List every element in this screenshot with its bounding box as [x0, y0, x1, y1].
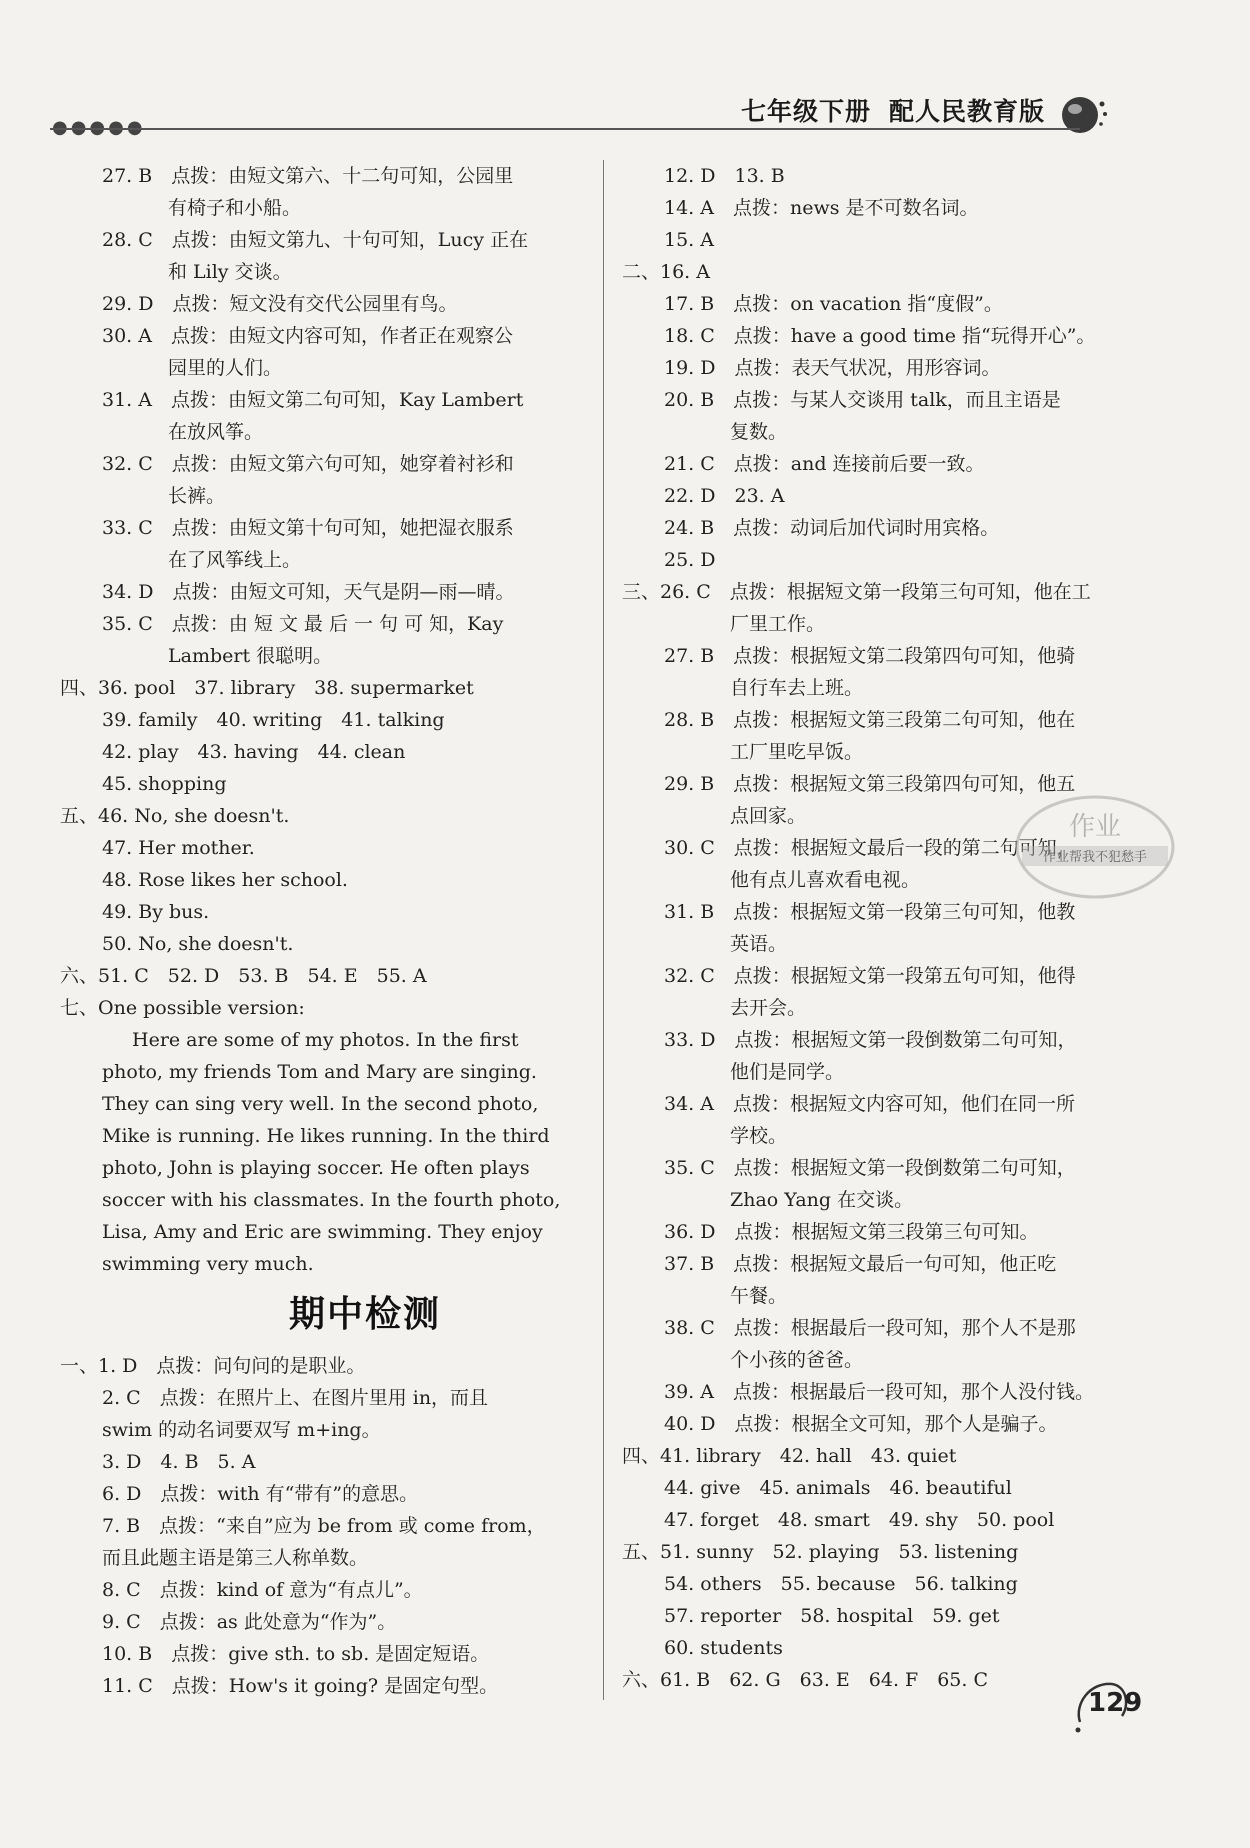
answer-line: 四、36. pool 37. library 38. supermarket	[60, 677, 474, 699]
answer-line: Mike is running. He likes running. In the third	[102, 1125, 550, 1147]
answer-line: 三、26. C 点拨：根据短文第一段第三句可知，他在工	[622, 581, 1091, 603]
answer-line: 29. D 点拨：短文没有交代公园里有鸟。	[102, 293, 458, 315]
answer-line: 17. B 点拨：on vacation 指“度假”。	[664, 293, 1003, 315]
answer-line: 六、51. C 52. D 53. B 54. E 55. A	[60, 965, 427, 987]
header-edition: 配人民教育版	[888, 97, 1045, 126]
answer-line: 在了风筝线上。	[168, 549, 302, 571]
answer-line: 25. D	[664, 549, 716, 571]
answer-line: 2. C 点拨：在照片上、在图片里用 in，而且	[102, 1387, 489, 1409]
answer-line: 11. C 点拨：How's it going? 是固定句型。	[102, 1675, 499, 1697]
answer-line: 47. forget 48. smart 49. shy 50. pool	[664, 1509, 1055, 1531]
answer-line: 47. Her mother.	[102, 837, 255, 859]
answer-line: 四、41. library 42. hall 43. quiet	[622, 1445, 957, 1467]
answer-line: 28. C 点拨：由短文第九、十句可知，Lucy 正在	[102, 229, 529, 251]
answer-line: 27. B 点拨：由短文第六、十二句可知，公园里	[102, 165, 514, 187]
answer-line: 去开会。	[730, 997, 807, 1019]
answer-line: 五、51. sunny 52. playing 53. listening	[622, 1541, 1019, 1563]
answer-line: 24. B 点拨：动词后加代词时用宾格。	[664, 517, 1000, 539]
answer-line: 有椅子和小船。	[168, 197, 302, 219]
answer-line: 6. D 点拨：with 有“带有”的意思。	[102, 1483, 419, 1505]
answer-line: 33. D 点拨：根据短文第一段倒数第二句可知，	[664, 1029, 1077, 1051]
answer-line: Lisa, Amy and Eric are swimming. They enjoy	[102, 1221, 543, 1243]
answer-line: 50. No, she doesn't.	[102, 933, 294, 955]
answer-line: 一、1. D 点拨：问句问的是职业。	[60, 1355, 366, 1377]
answer-line: 9. C 点拨：as 此处意为“作为”。	[102, 1611, 397, 1633]
answer-line: 点回家。	[730, 805, 807, 827]
answer-line: 42. play 43. having 44. clean	[102, 741, 406, 763]
answer-line: 36. D 点拨：根据短文第三段第三句可知。	[664, 1221, 1039, 1243]
answer-line: 40. D 点拨：根据全文可知，那个人是骗子。	[664, 1413, 1058, 1435]
section-title: 期中检测	[288, 1294, 441, 1335]
answer-line: 57. reporter 58. hospital 59. get	[664, 1605, 1000, 1627]
answer-line: 30. A 点拨：由短文内容可知，作者正在观察公	[102, 325, 513, 347]
answer-line: 英语。	[730, 933, 788, 955]
answer-line: 44. give 45. animals 46. beautiful	[664, 1477, 1012, 1499]
answer-line: 34. D 点拨：由短文可知，天气是阴—雨—晴。	[102, 581, 515, 603]
answer-line: 六、61. B 62. G 63. E 64. F 65. C	[622, 1669, 989, 1691]
seal-top-text: 作业	[1068, 812, 1122, 842]
answer-line: They can sing very well. In the second photo,	[102, 1093, 539, 1115]
answer-line: 32. C 点拨：根据短文第一段第五句可知，他得	[664, 965, 1076, 987]
answer-line: 14. A 点拨：news 是不可数名词。	[664, 197, 979, 219]
answer-line: 19. D 点拨：表天气状况，用形容词。	[664, 357, 1001, 379]
left-column	[60, 160, 590, 1702]
answer-line: soccer with his classmates. In the fourth photo,	[102, 1189, 561, 1211]
header-ball-icon	[1058, 90, 1108, 140]
answer-line: 37. B 点拨：根据短文最后一句可知，他正吃	[664, 1253, 1057, 1275]
midterm-answer-list	[60, 1350, 590, 1702]
answer-line: 园里的人们。	[168, 357, 283, 379]
answer-line: 39. family 40. writing 41. talking	[102, 709, 445, 731]
answer-line: 他有点儿喜欢看电视。	[730, 869, 921, 891]
answer-line: 18. C 点拨：have a good time 指“玩得开心”。	[664, 325, 1096, 347]
answer-line: 而且此题主语是第三人称单数。	[102, 1547, 369, 1569]
answer-line: 个小孩的爸爸。	[730, 1349, 864, 1371]
seal-band-text: 作业帮我不犯愁手	[1042, 850, 1148, 865]
answer-line: 35. C 点拨：由 短 文 最 后 一 句 可 知，Kay	[102, 613, 504, 635]
answer-line: 35. C 点拨：根据短文第一段倒数第二句可知，	[664, 1157, 1076, 1179]
answer-line: 7. B 点拨：“来自”应为 be from 或 come from，	[102, 1515, 546, 1537]
answer-line: 31. A 点拨：由短文第二句可知，Kay Lambert	[102, 389, 524, 411]
answer-line: 15. A	[664, 229, 714, 251]
answer-line: 45. shopping	[102, 773, 227, 795]
page-number: 129	[1088, 1688, 1143, 1718]
answer-line: swim 的动名词要双写 m+ing。	[102, 1419, 381, 1441]
answer-line: 10. B 点拨：give sth. to sb. 是固定短语。	[102, 1643, 490, 1665]
right-column	[622, 160, 1127, 1696]
answer-line: 七、One possible version:	[60, 997, 305, 1019]
header-dots: ●●●●●	[52, 117, 146, 138]
answer-line: 厂里工作。	[730, 613, 826, 635]
answer-line: 31. B 点拨：根据短文第一段第三句可知，他教	[664, 901, 1076, 923]
answer-line: 49. By bus.	[102, 901, 210, 923]
answer-line: 29. B 点拨：根据短文第三段第四句可知，他五	[664, 773, 1076, 795]
answer-line: Here are some of my photos. In the first	[132, 1029, 519, 1051]
answer-line: 五、46. No, she doesn't.	[60, 805, 290, 827]
answer-line: swimming very much.	[102, 1253, 314, 1275]
answer-line: 和 Lily 交谈。	[168, 261, 292, 283]
answer-line: 自行车去上班。	[730, 677, 864, 699]
answer-line: 3. D 4. B 5. A	[102, 1451, 256, 1473]
answer-line: 8. C 点拨：kind of 意为“有点儿”。	[102, 1579, 423, 1601]
answer-line: 复数。	[730, 421, 788, 443]
answer-line: 48. Rose likes her school.	[102, 869, 348, 891]
answer-line: 38. C 点拨：根据最后一段可知，那个人不是那	[664, 1317, 1076, 1339]
answer-line: 33. C 点拨：由短文第十句可知，她把湿衣服系	[102, 517, 514, 539]
header-rule	[50, 128, 1080, 130]
answer-line: Lambert 很聪明。	[168, 645, 333, 667]
answer-line: 午餐。	[730, 1285, 788, 1307]
left-answer-list	[60, 160, 590, 1280]
answer-line: 12. D 13. B	[664, 165, 785, 187]
right-answer-list	[622, 160, 1127, 1696]
answer-line: 他们是同学。	[730, 1061, 845, 1083]
answer-line: 在放风筝。	[168, 421, 264, 443]
answer-line: photo, my friends Tom and Mary are singing.	[102, 1061, 537, 1083]
answer-line: 22. D 23. A	[664, 485, 785, 507]
answer-line: 21. C 点拨：and 连接前后要一致。	[664, 453, 985, 475]
answer-line: Zhao Yang 在交谈。	[730, 1189, 914, 1211]
answer-line: photo, John is playing soccer. He often plays	[102, 1157, 530, 1179]
column-divider	[603, 160, 604, 1700]
answer-line: 学校。	[730, 1125, 788, 1147]
answer-line: 20. B 点拨：与某人交谈用 talk，而且主语是	[664, 389, 1061, 411]
answer-line: 54. others 55. because 56. talking	[664, 1573, 1018, 1595]
answer-line: 32. C 点拨：由短文第六句可知，她穿着衬衫和	[102, 453, 514, 475]
running-header	[741, 92, 1045, 128]
answer-line: 二、16. A	[622, 261, 710, 283]
answer-line: 27. B 点拨：根据短文第二段第四句可知，他骑	[664, 645, 1076, 667]
watermark-seal-icon	[1010, 790, 1180, 905]
answer-line: 工厂里吃早饭。	[730, 741, 864, 763]
answer-line: 长裤。	[168, 485, 226, 507]
answer-line: 60. students	[664, 1637, 783, 1659]
answer-line: 30. C 点拨：根据短文最后一段的第二句可知，	[664, 837, 1076, 859]
answer-line: 28. B 点拨：根据短文第三段第二句可知，他在	[664, 709, 1076, 731]
answer-line: 34. A 点拨：根据短文内容可知，他们在同一所	[664, 1093, 1075, 1115]
header-grade: 七年级下册	[740, 97, 871, 126]
answer-line: 39. A 点拨：根据最后一段可知，那个人没付钱。	[664, 1381, 1094, 1403]
